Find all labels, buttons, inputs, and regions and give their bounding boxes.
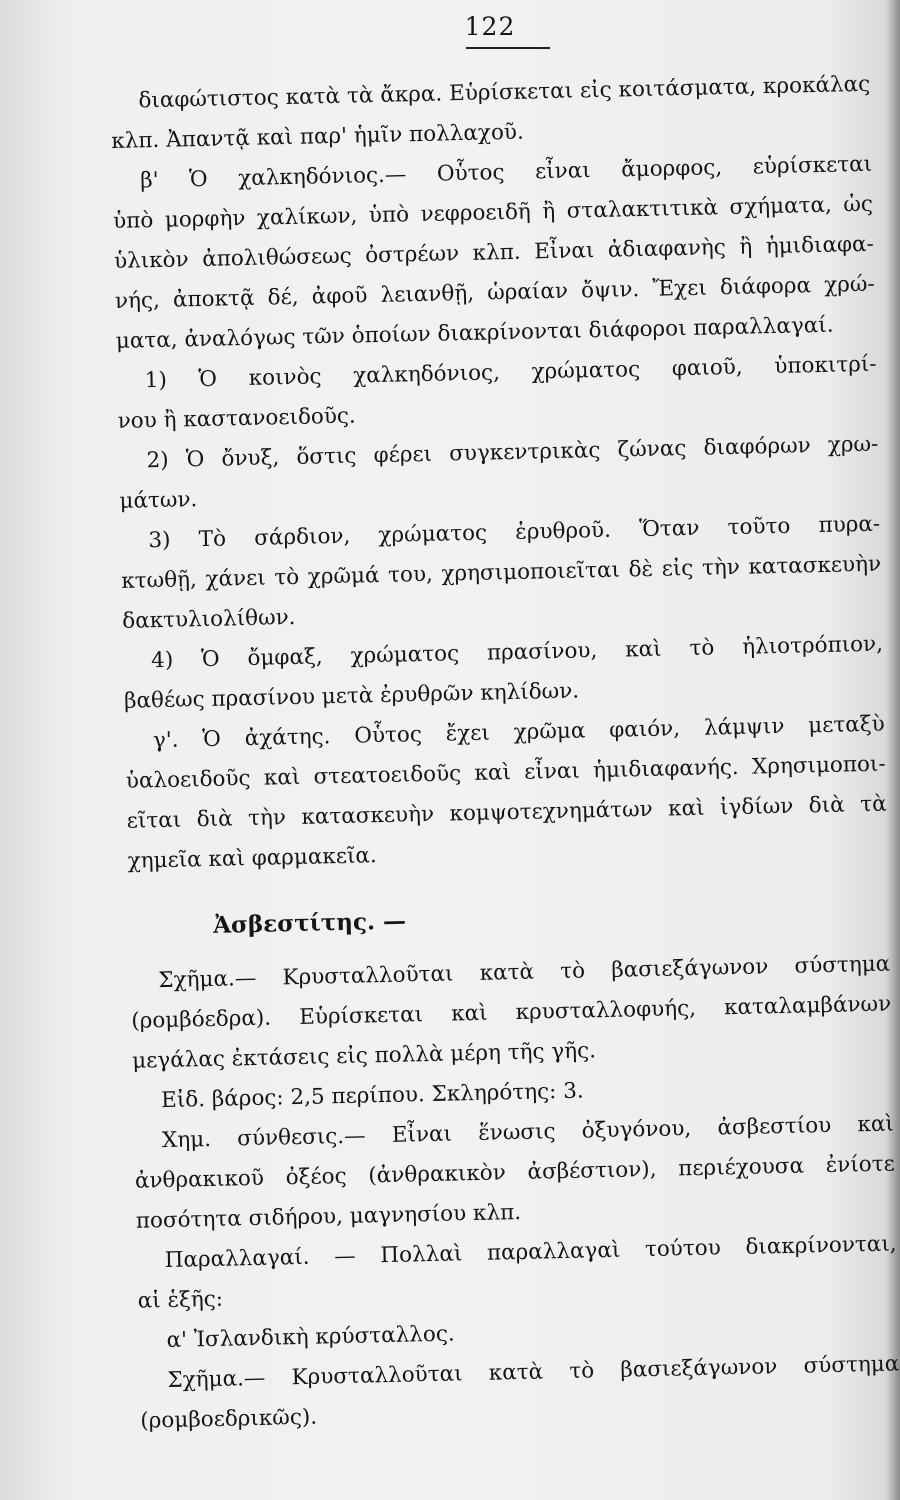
section-paragraph xyxy=(134,1104,897,1241)
text-line: 3) Τὸ σάρδιον, χρώματος ἐρυθροῦ. Ὅταν τοῦτο πυρα- xyxy=(148,511,881,554)
text-line: Σχῆμα.— Κρυσταλλοῦται κατὰ τὸ βασιεξάγωνον σύστημα xyxy=(167,1351,900,1394)
text-line: Σχῆμα.— Κρυσταλλοῦται κατὰ τὸ βασιεξάγωνον σύστημα xyxy=(158,951,891,994)
section-paragraph xyxy=(139,1344,900,1441)
section-paragraph xyxy=(130,945,893,1082)
text-line: μάτων. xyxy=(119,487,198,514)
text-line: ἀνθρακικοῦ ὀξέος (ἀνθρακικὸν ἀσβέστιον), περιέχουσα ἐνίοτε xyxy=(134,1151,896,1194)
header-rule xyxy=(466,47,550,49)
paragraphs-before-section xyxy=(110,65,888,882)
text-line: β' Ὁ χαλκηδόνιος.— Οὗτος εἶναι ἄμορφος, εὑρίσκεται xyxy=(139,151,873,194)
section-paragraphs xyxy=(130,945,900,1442)
text-line: δακτυλιολίθων. xyxy=(121,604,296,634)
text-line: ποσότητα σιδήρου, μαγνησίου κλπ. xyxy=(135,1199,522,1234)
text-line: νου ἢ καστανοειδοῦς. xyxy=(117,403,357,434)
text-line: νής, ἀποκτᾷ δέ, ἀφοῦ λειανθῇ, ὡραίαν ὄψιν. Ἔχει διάφορα χρώ- xyxy=(114,271,875,314)
body-paragraph xyxy=(125,705,888,882)
text-line: 4) Ὁ ὄμφαξ, χρώματος πρασίνου, καὶ τὸ ἡλιοτρόπιον, xyxy=(150,631,884,674)
text-line: (ρομβόεδρα). Εὑρίσκεται καὶ κρυσταλλοφυής, καταλαμβάνων xyxy=(131,991,892,1034)
text-line: κτωθῇ, χάνει τὸ χρῶμά του, χρησιμοποιεῖται δὲ εἰς τὴν κατασκευὴν xyxy=(121,551,882,594)
page-body xyxy=(110,65,900,1442)
text-line: Εἰδ. βάρος: 2,5 περίπου. Σκληρότης: 3. xyxy=(160,1078,585,1114)
text-line: μεγάλας ἐκτάσεις εἰς πολλὰ μέρη τῆς γῆς. xyxy=(131,1038,597,1074)
text-line: χημεῖα καὶ φαρμακεῖα. xyxy=(127,843,377,874)
text-line: Παραλλαγαί. — Πολλαὶ παραλλαγαὶ τούτου διακρίνονται, xyxy=(164,1231,897,1274)
body-paragraph xyxy=(112,145,876,362)
text-line: διαφώτιστος κατὰ τὰ ἄκρα. Εὑρίσκεται εἰς κοιτάσματα, κροκάλας xyxy=(138,71,871,114)
section-heading: Ἀσβεστίτης. — xyxy=(212,907,407,939)
text-line: ὑαλοειδοῦς καὶ στεατοειδοῦς καὶ εἶναι ἡμιδιαφανής. Χρησιμοποι- xyxy=(125,751,886,794)
text-line: ὑπὸ μορφὴν χαλίκων, ὑπὸ νεφροειδῆ ἢ σταλακτιτικὰ σχήματα, ὡς xyxy=(112,191,874,234)
text-line: ματα, ἀναλόγως τῶν ὁποίων διακρίνονται διάφοροι παραλλαγαί. xyxy=(115,312,834,354)
text-line: 2) Ὁ ὄνυξ, ὅστις φέρει συγκεντρικὰς ζώνας διαφόρων χρω- xyxy=(146,431,879,474)
body-paragraph xyxy=(120,505,883,642)
text-line: εῖται διὰ τὴν κατασκευὴν κομψοτεχνημάτων καὶ ἰγδίων διὰ τὰ xyxy=(126,791,887,834)
text-line: κλπ. Ἀπαντᾷ καὶ παρ' ἡμῖν πολλαχοῦ. xyxy=(111,119,525,154)
text-line: α' Ἰσλανδικὴ κρύσταλλος. xyxy=(166,1321,455,1354)
text-line: αἱ ἑξῆς: xyxy=(137,1286,224,1314)
text-line: 1) Ὁ κοινὸς χαλκηδόνιος, χρώματος φαιοῦ, ὑποκιτρί- xyxy=(144,351,877,394)
text-line: βαθέως πρασίνου μετὰ ἐρυθρῶν κηλίδων. xyxy=(123,678,580,714)
text-line: ὑλικὸν ἀπολιθώσεως ὀστρέων κλπ. Εἶναι ἀδιαφανὴς ἢ ἡμιδιαφα- xyxy=(113,231,875,274)
text-line: Χημ. σύνθεσις.— Εἶναι ἕνωσις ὀξυγόνου, ἀσβεστίου καὶ xyxy=(161,1111,895,1154)
page-number: 122 xyxy=(464,12,516,41)
text-line: γ'. Ὁ ἀχάτης. Οὗτος ἔχει χρῶμα φαιόν, λάμψιν μεταξὺ xyxy=(152,711,885,754)
text-line: (ρομβοεδρικῶς). xyxy=(140,1404,318,1434)
